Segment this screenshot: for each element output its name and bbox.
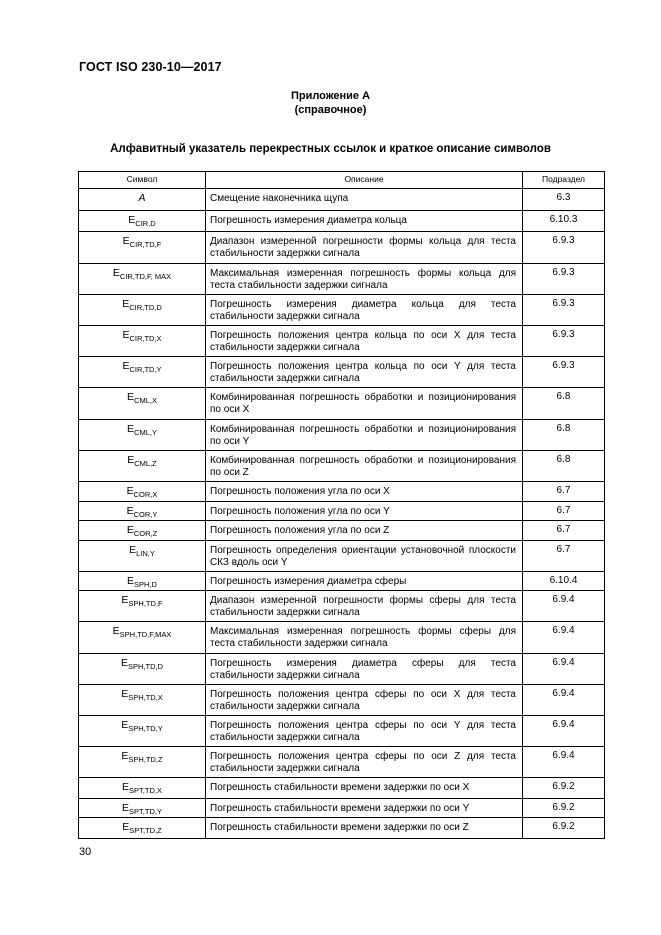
page-number: 30 xyxy=(79,846,92,858)
symbol-letter: E xyxy=(112,267,120,279)
symbol-letter: E xyxy=(121,750,129,762)
section-cell: 6.7 xyxy=(523,521,605,541)
symbol-subscript: CIR,TD,F, MAX xyxy=(119,271,172,281)
symbol-cell xyxy=(79,189,206,211)
symbol-letter: E xyxy=(121,594,129,606)
symbol-subscript: COR,X xyxy=(133,489,158,499)
symbol-subscript: CIR,D xyxy=(135,218,156,228)
symbol-subscript: SPH,TD,Z xyxy=(128,754,163,764)
symbol-letter: E xyxy=(126,505,134,517)
table-row xyxy=(79,747,605,778)
column-header-description: Описание xyxy=(206,172,523,189)
symbol-cell xyxy=(79,388,206,420)
table-row xyxy=(79,211,605,232)
symbol-subscript: CML,X xyxy=(134,395,157,405)
table-row xyxy=(79,622,605,654)
table-row xyxy=(79,451,605,482)
description-cell: Погрешность измерения диаметра кольца xyxy=(206,211,523,232)
symbol-letter: E xyxy=(122,235,130,247)
table-row xyxy=(79,482,605,502)
description-cell: Погрешность измерения диаметра кольца для теста стабильности задержки сигнала xyxy=(206,295,523,326)
description-cell: Погрешность положения центра сферы по оси Y для теста стабильности задержки сигнала xyxy=(206,716,523,747)
annex-subtitle: (справочное) xyxy=(294,104,367,116)
section-cell: 6.10.4 xyxy=(523,572,605,591)
symbol-letter: E xyxy=(126,485,134,497)
symbol-letter: E xyxy=(127,391,135,403)
symbol-subscript: SPH,TD,F,MAX xyxy=(119,629,172,639)
table-row xyxy=(79,326,605,357)
symbol-subscript: SPH,TD,Y xyxy=(128,723,163,733)
table-row xyxy=(79,778,605,799)
description-cell: Погрешность измерения диаметра сферы для теста стабильности задержки сигнала xyxy=(206,654,523,685)
symbol-letter: E xyxy=(127,575,135,587)
table-row xyxy=(79,295,605,326)
symbol-subscript: CIR,TD,Y xyxy=(129,364,162,374)
description-cell: Комбинированная погрешность обработки и позиционирования по оси X xyxy=(206,388,523,420)
description-cell: Комбинированная погрешность обработки и позиционирования по оси Y xyxy=(206,420,523,451)
table-row xyxy=(79,420,605,451)
symbol-subscript: LIN,Y xyxy=(136,548,155,558)
section-cell: 6.8 xyxy=(523,420,605,451)
table-row xyxy=(79,521,605,541)
table-row xyxy=(79,654,605,685)
annex-title: Приложение А xyxy=(290,90,371,102)
column-header-section: Подраздел xyxy=(523,172,605,189)
symbol-cell xyxy=(79,502,206,521)
description-cell: Диапазон измеренной погрешности формы сферы для теста стабильности задержки сигнала xyxy=(206,591,523,622)
symbol-cell xyxy=(79,521,206,541)
symbol-letter: E xyxy=(122,821,130,833)
table-row xyxy=(79,591,605,622)
annex-heading xyxy=(0,89,661,117)
section-cell: 6.9.3 xyxy=(523,326,605,357)
standard-code: ГОСТ ISO 230-10—2017 xyxy=(79,60,222,74)
section-cell: 6.7 xyxy=(523,482,605,502)
symbol-letter: E xyxy=(122,802,130,814)
symbols-table xyxy=(78,171,605,839)
table-row xyxy=(79,388,605,420)
symbol-letter: E xyxy=(122,781,130,793)
table-row xyxy=(79,572,605,591)
symbol-subscript: CIR,TD,D xyxy=(129,302,162,312)
symbol-cell xyxy=(79,232,206,264)
symbol-letter: E xyxy=(127,423,135,435)
symbol-cell xyxy=(79,326,206,357)
symbol-subscript: SPH,TD,F xyxy=(128,598,163,608)
symbol-cell xyxy=(79,716,206,747)
symbol-subscript: SPH,D xyxy=(134,579,157,589)
section-cell: 6.10.3 xyxy=(523,211,605,232)
section-cell: 6.3 xyxy=(523,189,605,211)
symbol-letter: E xyxy=(128,214,136,226)
description-cell: Погрешность стабильности времени задержки по оси Y xyxy=(206,799,523,818)
description-cell: Погрешность определения ориентации установочной плоскости СКЗ вдоль оси Y xyxy=(206,541,523,572)
symbol-letter: E xyxy=(122,329,130,341)
description-cell: Максимальная измеренная погрешность формы сферы для теста стабильности задержки сигнала xyxy=(206,622,523,654)
section-cell: 6.9.2 xyxy=(523,799,605,818)
section-cell: 6.7 xyxy=(523,541,605,572)
description-cell: Погрешность положения центра кольца по оси Y для теста стабильности задержки сигнала xyxy=(206,357,523,388)
section-cell: 6.8 xyxy=(523,451,605,482)
symbol-letter: E xyxy=(129,544,137,556)
description-cell: Погрешность положения центра сферы по оси Z для теста стабильности задержки сигнала xyxy=(206,747,523,778)
symbol-cell xyxy=(79,357,206,388)
symbol-letter: E xyxy=(122,298,130,310)
table-row xyxy=(79,264,605,295)
description-cell: Диапазон измеренной погрешности формы кольца для теста стабильности задержки сигнала xyxy=(206,232,523,264)
symbol-letter: E xyxy=(126,524,134,536)
symbol-subscript: CIR,TD,X xyxy=(129,333,162,343)
section-cell: 6.9.3 xyxy=(523,264,605,295)
section-cell: 6.9.3 xyxy=(523,232,605,264)
symbol-letter: E xyxy=(120,657,128,669)
symbol-cell xyxy=(79,747,206,778)
table-row xyxy=(79,818,605,839)
description-cell: Комбинированная погрешность обработки и позиционирования по оси Z xyxy=(206,451,523,482)
section-cell: 6.9.4 xyxy=(523,622,605,654)
symbol-cell xyxy=(79,572,206,591)
description-cell: Смещение наконечника щупа xyxy=(206,189,523,211)
symbol-letter: A xyxy=(138,192,146,204)
symbol-cell xyxy=(79,420,206,451)
table-row xyxy=(79,541,605,572)
symbol-subscript: CIR,TD,F xyxy=(129,239,162,249)
symbol-cell xyxy=(79,264,206,295)
symbol-letter: E xyxy=(121,688,129,700)
section-cell: 6.9.2 xyxy=(523,818,605,839)
symbol-letter: E xyxy=(122,360,130,372)
section-cell: 6.9.3 xyxy=(523,357,605,388)
symbol-cell xyxy=(79,685,206,716)
table-row xyxy=(79,716,605,747)
column-header-symbol: Символ xyxy=(79,172,206,189)
symbol-cell xyxy=(79,451,206,482)
section-cell: 6.9.4 xyxy=(523,685,605,716)
section-cell: 6.9.4 xyxy=(523,747,605,778)
symbol-cell xyxy=(79,818,206,839)
table-row xyxy=(79,502,605,521)
description-cell: Погрешность положения центра сферы по оси X для теста стабильности задержки сигнала xyxy=(206,685,523,716)
symbol-cell xyxy=(79,799,206,818)
symbol-cell xyxy=(79,622,206,654)
section-cell: 6.7 xyxy=(523,502,605,521)
symbol-cell xyxy=(79,654,206,685)
symbol-letter: E xyxy=(127,454,135,466)
table-row xyxy=(79,189,605,211)
symbol-cell xyxy=(79,778,206,799)
table-body xyxy=(79,189,605,839)
symbol-subscript: SPH,TD,X xyxy=(128,692,163,702)
symbol-cell xyxy=(79,591,206,622)
table-header-row xyxy=(79,172,605,189)
section-cell: 6.9.4 xyxy=(523,654,605,685)
description-cell: Погрешность положения угла по оси Z xyxy=(206,521,523,541)
symbol-letter: E xyxy=(121,719,129,731)
section-cell: 6.9.2 xyxy=(523,778,605,799)
symbol-subscript: SPH,TD,D xyxy=(128,661,164,671)
symbol-letter: E xyxy=(112,625,120,637)
symbol-subscript: COR,Z xyxy=(133,528,158,538)
description-cell: Максимальная измеренная погрешность формы кольца для теста стабильности задержки сигнала xyxy=(206,264,523,295)
symbol-cell xyxy=(79,541,206,572)
description-cell: Погрешность стабильности времени задержки по оси Z xyxy=(206,818,523,839)
section-cell: 6.9.4 xyxy=(523,591,605,622)
description-cell: Погрешность положения угла по оси Y xyxy=(206,502,523,521)
description-cell: Погрешность измерения диаметра сферы xyxy=(206,572,523,591)
symbol-subscript: SPT,TD,Y xyxy=(129,806,162,816)
symbol-subscript: CML,Z xyxy=(134,458,157,468)
description-cell: Погрешность положения угла по оси X xyxy=(206,482,523,502)
table-row xyxy=(79,232,605,264)
section-cell: 6.8 xyxy=(523,388,605,420)
symbol-cell xyxy=(79,295,206,326)
symbol-subscript: SPT,TD,Z xyxy=(129,825,162,835)
symbol-subscript: CML,Y xyxy=(134,427,157,437)
symbol-cell xyxy=(79,211,206,232)
table-row xyxy=(79,799,605,818)
symbol-subscript: COR,Y xyxy=(133,509,158,519)
symbol-cell xyxy=(79,482,206,502)
symbol-subscript: SPT,TD,X xyxy=(129,785,162,795)
table-row xyxy=(79,685,605,716)
table-row xyxy=(79,357,605,388)
description-cell: Погрешность стабильности времени задержки по оси X xyxy=(206,778,523,799)
description-cell: Погрешность положения центра кольца по оси X для теста стабильности задержки сигнала xyxy=(206,326,523,357)
index-title: Алфавитный указатель перекрестных ссылок и краткое описание символов xyxy=(110,143,551,155)
section-cell: 6.9.3 xyxy=(523,295,605,326)
section-cell: 6.9.4 xyxy=(523,716,605,747)
